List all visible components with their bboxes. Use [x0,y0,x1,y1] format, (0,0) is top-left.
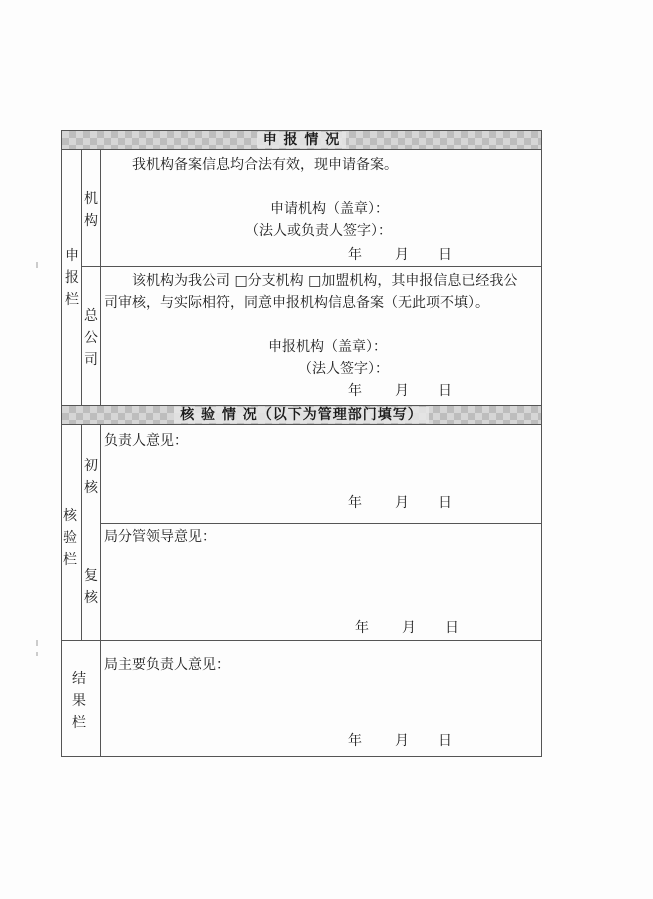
result-column-label: 结果栏 [72,671,86,731]
year-label: 年 [355,620,369,636]
head-office-sign-line: （法人签字）： [298,361,389,377]
head-office-statement-line1: 该机构为我公司 □分支机构 □加盟机构，其申报信息已经我公 [132,273,518,289]
declaration-column-label: 申报栏 [65,248,79,308]
year-label: 年 [348,247,362,263]
day-label: 日 [438,733,452,749]
col-divider-inner-2 [100,425,101,640]
initial-review-label: 初核 [84,458,98,496]
head-office-label: 总公司 [84,308,98,368]
declaration-header: 申 报 情 况 [61,130,542,150]
day-label: 日 [438,495,452,511]
institution-date [348,244,452,264]
day-label: 日 [438,383,452,399]
scan-mark [36,262,38,268]
head-office-date [348,380,452,400]
year-label: 年 [348,383,362,399]
col-divider-outer-2 [81,425,82,640]
month-label: 月 [402,620,416,636]
row-divider-1 [81,266,542,267]
month-label: 月 [395,383,409,399]
institution-seal-line: 申请机构（盖章）： [270,201,389,217]
secondary-review-label: 复核 [84,568,98,606]
initial-opinion-label: 负责人意见： [104,433,188,449]
head-office-statement-line2: 司审核，与实际相符，同意申报机构信息备案（无此项不填）。 [104,295,489,311]
year-label: 年 [348,733,362,749]
institution-statement: 我机构备案信息均合法有效，现申请备案。 [132,157,398,173]
year-label: 年 [348,495,362,511]
col-divider-inner-1 [100,150,101,405]
scan-mark [36,640,38,646]
institution-sign-line: （法人或负责人签字）： [245,223,392,239]
row-divider-2 [100,523,542,524]
review-date [355,617,459,637]
month-label: 月 [395,495,409,511]
result-date [348,730,452,750]
head-office-seal-line: 申报机构（盖章）： [268,339,387,355]
month-label: 月 [395,733,409,749]
col-divider-result [100,640,101,757]
verification-header: 核 验 情 况（以下为管理部门填写） [61,405,542,425]
col-divider-outer-1 [81,150,82,405]
day-label: 日 [445,620,459,636]
verification-column-label: 核验栏 [63,508,77,568]
month-label: 月 [395,247,409,263]
review-opinion-label: 局分管领导意见： [104,529,216,545]
scan-mark [36,652,38,656]
day-label: 日 [438,247,452,263]
row-divider-3 [61,640,542,641]
institution-label: 机构 [84,191,98,229]
initial-date [348,492,452,512]
result-opinion-label: 局主要负责人意见： [104,657,230,673]
